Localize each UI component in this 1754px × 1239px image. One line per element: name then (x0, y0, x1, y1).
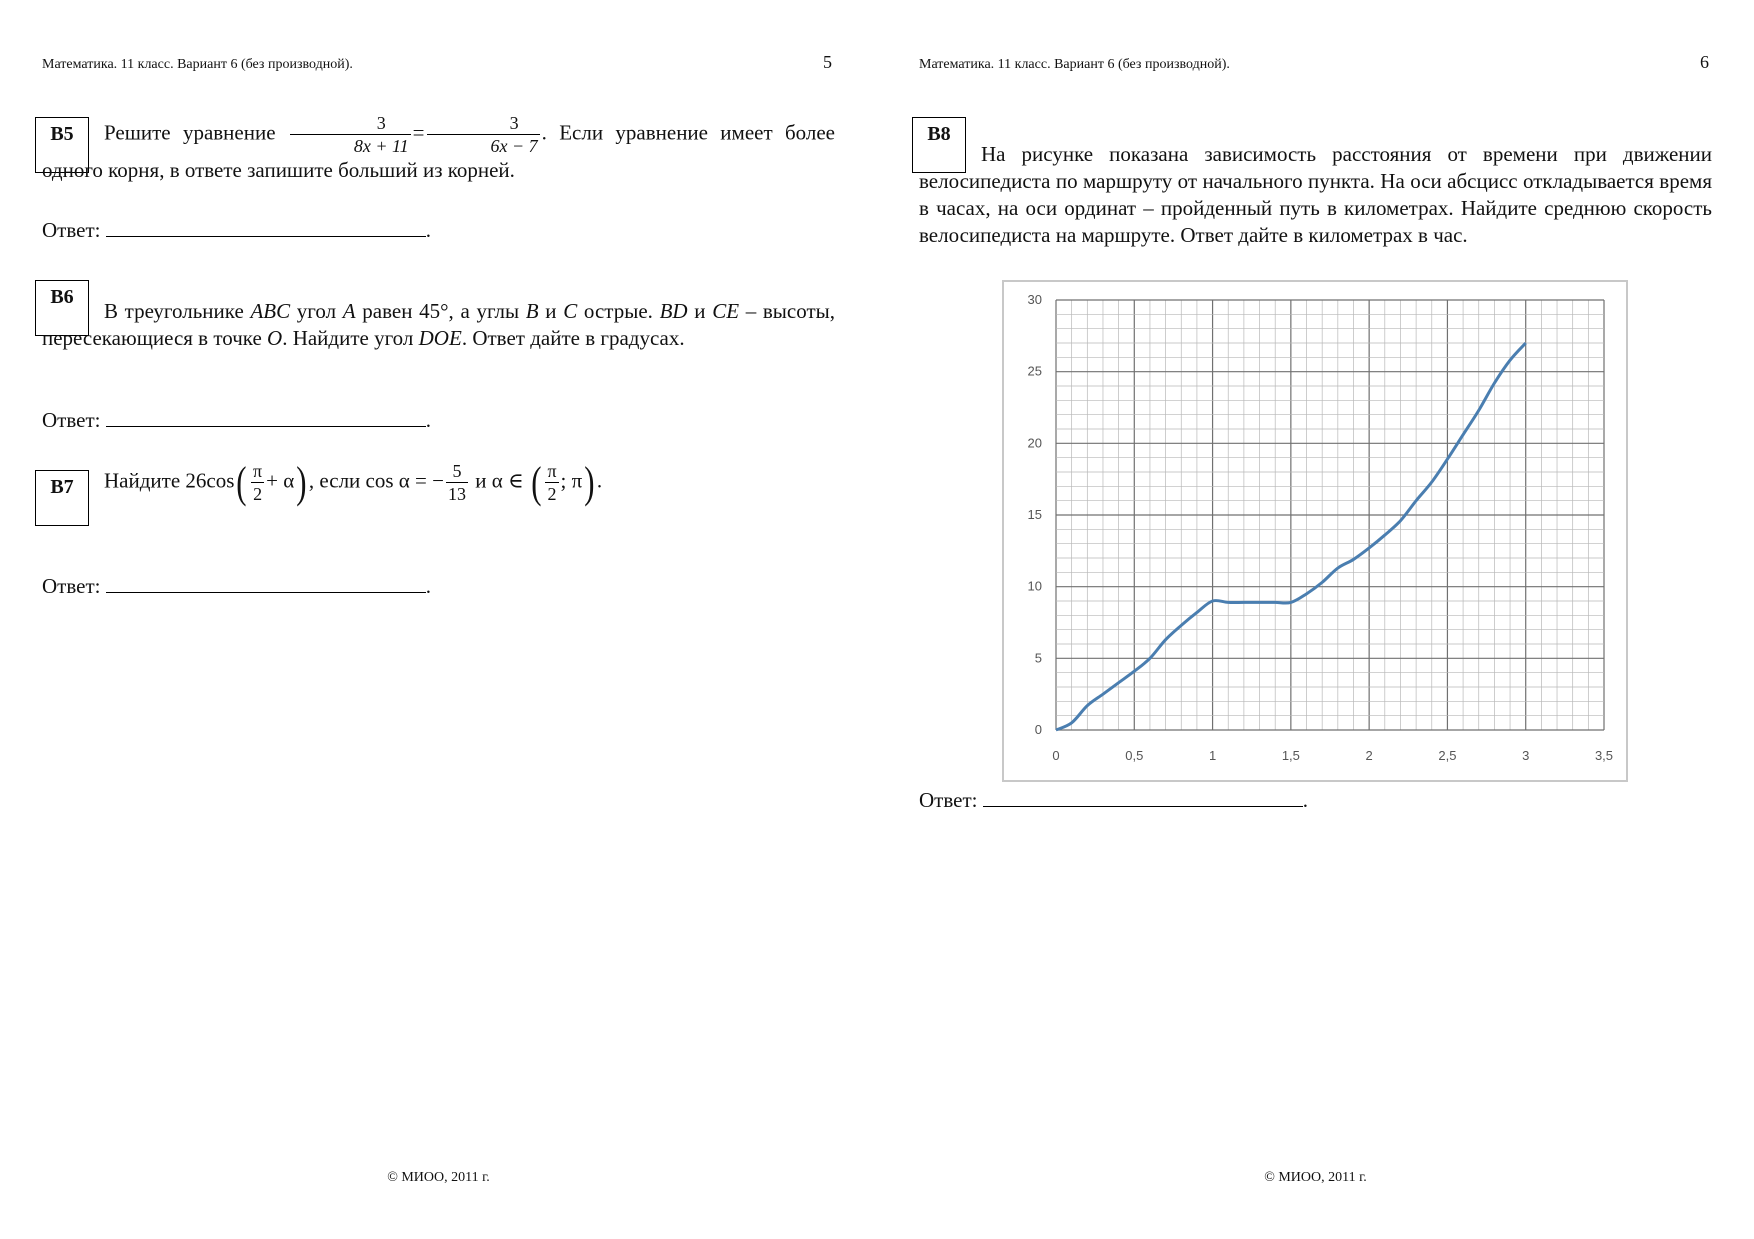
page-footer: © МИОО, 2011 г. (1264, 1170, 1367, 1185)
answer-b8: Ответ: . (919, 788, 1308, 812)
task-b5-text (42, 112, 835, 184)
b5-after: . Если уравнение имеет более одного корня, в ответе запишите больший из корней. (42, 120, 835, 182)
answer-label: Ответ: (919, 788, 978, 812)
b5-fraction-right: $\frac{3}{6x - 7}$ (427, 112, 540, 157)
task-b8-text: На рисунке показана зависимость расстояния от времени при движении велосипедиста по маршруту от начального пункта. На оси абсцисс откладывается время в часах, на оси ординат – пройденный путь в километрах. Найдите среднюю скорость велосипедиста на маршруте. Ответ дайте в километрах в час. (919, 142, 1712, 247)
page-header-title: Математика. 11 класс. Вариант 6 (без производной). (919, 57, 1230, 72)
y-tick-label: 30 (1027, 292, 1042, 307)
answer-label: Ответ: (42, 408, 101, 432)
answer-b6: Ответ: . (42, 408, 431, 432)
answer-line (983, 788, 1303, 807)
page-number: 5 (823, 52, 832, 72)
task-b6-text: В треугольнике ABC угол A равен 45°, а углы B и C острые. BD и CE – высоты, пересекающиеся в точке O. Найдите угол DOE. Ответ дайте в градусах. (42, 299, 835, 350)
task-label-b8: B8 (912, 117, 966, 173)
x-tick-label: 3,5 (1594, 748, 1614, 763)
x-tick-label: 3 (1522, 748, 1530, 763)
page-number: 6 (1700, 52, 1709, 72)
chart-svg (1004, 282, 1626, 780)
x-tick-label: 2 (1365, 748, 1373, 763)
page-header-title: Математика. 11 класс. Вариант 6 (без производной). (42, 57, 353, 72)
task-label-b6: B6 (35, 280, 89, 336)
x-tick-label: 0 (1052, 748, 1060, 763)
y-tick-label: 10 (1027, 578, 1042, 594)
task-label-b7: B7 (35, 470, 89, 526)
page-footer: © МИОО, 2011 г. (387, 1170, 490, 1185)
answer-label: Ответ: (42, 574, 101, 598)
task-b7-text: Найдите 26cos( $\frac{\pi}{2}$ + α) , если cos α = − $\frac{5}{13}$ и α ∈ ( $\frac{\pi}{2}$ ; π) . (104, 457, 603, 507)
y-tick-label: 0 (1034, 722, 1042, 737)
task-label-b5: B5 (35, 117, 89, 173)
y-tick-label: 25 (1027, 363, 1042, 379)
x-tick-label: 2,5 (1438, 748, 1457, 763)
answer-line (106, 574, 426, 593)
x-tick-label: 1 (1208, 748, 1217, 763)
answer-line (106, 218, 426, 237)
b5-fraction-left: $\frac{3}{8x + 11}$ (290, 112, 411, 157)
b5-equals: = (412, 120, 425, 145)
y-tick-label: 15 (1027, 507, 1042, 522)
answer-b5: Ответ: . (42, 218, 431, 242)
b5-intro: Решите уравнение (104, 120, 276, 145)
answer-label: Ответ: (42, 218, 101, 242)
answer-b7: Ответ: . (42, 574, 431, 598)
x-tick-label: 0,5 (1125, 748, 1144, 763)
answer-line (106, 408, 426, 427)
x-tick-label: 1,5 (1281, 748, 1300, 763)
y-tick-label: 20 (1027, 435, 1042, 451)
y-tick-label: 5 (1034, 650, 1042, 666)
distance-time-chart (1002, 280, 1628, 782)
